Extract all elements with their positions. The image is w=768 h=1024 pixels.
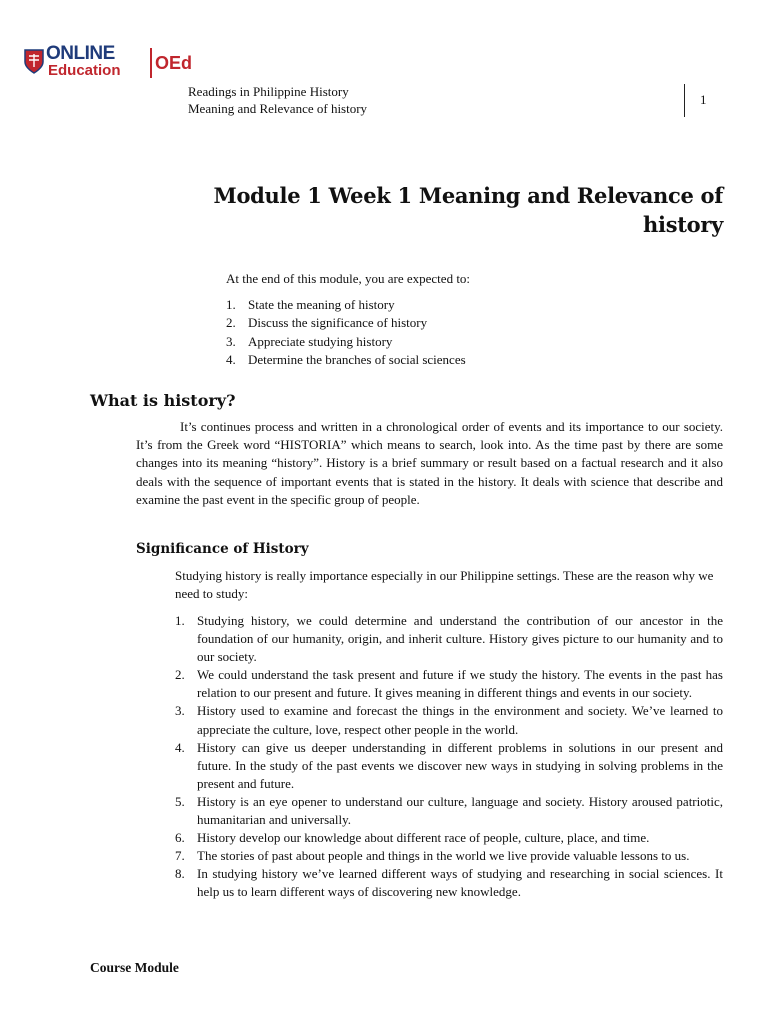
list-item — [226, 314, 466, 332]
logo-oed-mark: OEd — [155, 53, 193, 73]
list-item-text: Determine the branches of social sciences — [248, 351, 466, 367]
list-item-number: 2. — [175, 667, 185, 683]
objectives-intro: At the end of this module, you are expected to: — [226, 271, 471, 286]
list-item-text: Discuss the significance of history — [248, 315, 428, 331]
list-item — [175, 865, 723, 901]
online-education-logo — [24, 43, 193, 86]
list-item-number: 2. — [226, 315, 236, 331]
list-item-text: We could understand the task present and future if we study the history. The events in the past has relation to our present and future. It gives meaning in different things and events in our society. — [197, 667, 723, 701]
module-title: Module 1 Week 1 Meaning and Relevance of history — [213, 183, 723, 237]
list-item — [226, 351, 466, 369]
list-item — [175, 702, 723, 738]
list-item-number: 7. — [175, 848, 185, 864]
list-item-text: History can give us deeper understanding in different problems in solutions in our present and future. In the study of the past events we discover new ways in studying in solving problems in the present and future. — [197, 739, 723, 791]
logo-online-text: ONLINE — [46, 43, 115, 64]
page-number: 1 — [700, 92, 707, 107]
objectives-list — [226, 296, 466, 369]
footer-course-module: Course Module — [90, 960, 179, 975]
list-item — [175, 829, 723, 847]
list-item — [175, 739, 723, 793]
list-item-text: State the meaning of history — [248, 297, 395, 312]
list-item-number: 1. — [175, 613, 185, 628]
list-item-number: 1. — [226, 297, 236, 312]
history-definition-paragraph: It’s continues process and written in a chronological order of events and its importance to our society. It’s from the Greek word “HISTORIA” which means to search, look into. As the time past by there are some changes into its meaning “history”. History is a brief summary or result based on a factual research and it also deals with the sequence of important events that is stated in the history. It deals with science that describe and examine the past event in the specific group of people. — [136, 419, 723, 507]
list-item-text: History used to examine and forecast the things in the environment and society. We’ve learned to appreciate the culture, love, respect other people in the world. — [197, 703, 723, 737]
list-item — [226, 333, 466, 351]
list-item-number: 6. — [175, 830, 185, 846]
list-item-number: 4. — [175, 739, 185, 755]
list-item — [175, 612, 723, 666]
header-topic: Meaning and Relevance of history — [188, 101, 368, 116]
list-item-text: Studying history, we could determine and understand the contribution of our ancestor in the foundation of our humanity, origin, and inherit culture. History gives picture to our humanity and to our society. — [197, 613, 723, 665]
list-item — [175, 793, 723, 829]
list-item-text: The stories of past about people and things in the world we live provide valuable lessons to us. — [197, 848, 690, 864]
header-divider — [684, 84, 685, 117]
list-item-text: History develop our knowledge about different race of people, culture, place, and time. — [197, 830, 650, 846]
list-item-text: History is an eye opener to understand our culture, language and society. History aroused patriotic, humanitarian and universally. — [197, 793, 723, 828]
section-heading-what-is-history: What is history? — [90, 391, 236, 410]
list-item — [175, 847, 723, 865]
list-item-number: 4. — [226, 351, 236, 367]
list-item-number: 3. — [226, 333, 236, 349]
running-header — [188, 83, 367, 117]
list-item — [175, 666, 723, 702]
header-course: Readings in Philippine History — [188, 84, 349, 99]
logo-divider — [150, 48, 152, 78]
list-item-number: 8. — [175, 866, 185, 882]
section-heading-significance: Significance of History — [136, 541, 309, 557]
list-item-number: 3. — [175, 703, 185, 719]
list-item-text: Appreciate studying history — [248, 333, 393, 349]
significance-list — [175, 612, 723, 902]
logo-education-text: Education — [48, 62, 121, 79]
list-item — [226, 296, 466, 314]
list-item-number: 5. — [175, 793, 185, 809]
significance-intro: Studying history is really importance especially in our Philippine settings. These are the reason why we need to study: — [175, 568, 714, 602]
university-shield-icon — [24, 48, 44, 74]
list-item-text: In studying history we’ve learned different ways of studying and researching in social sciences. It help us to learn different ways of discovering new knowledge. — [197, 866, 723, 900]
